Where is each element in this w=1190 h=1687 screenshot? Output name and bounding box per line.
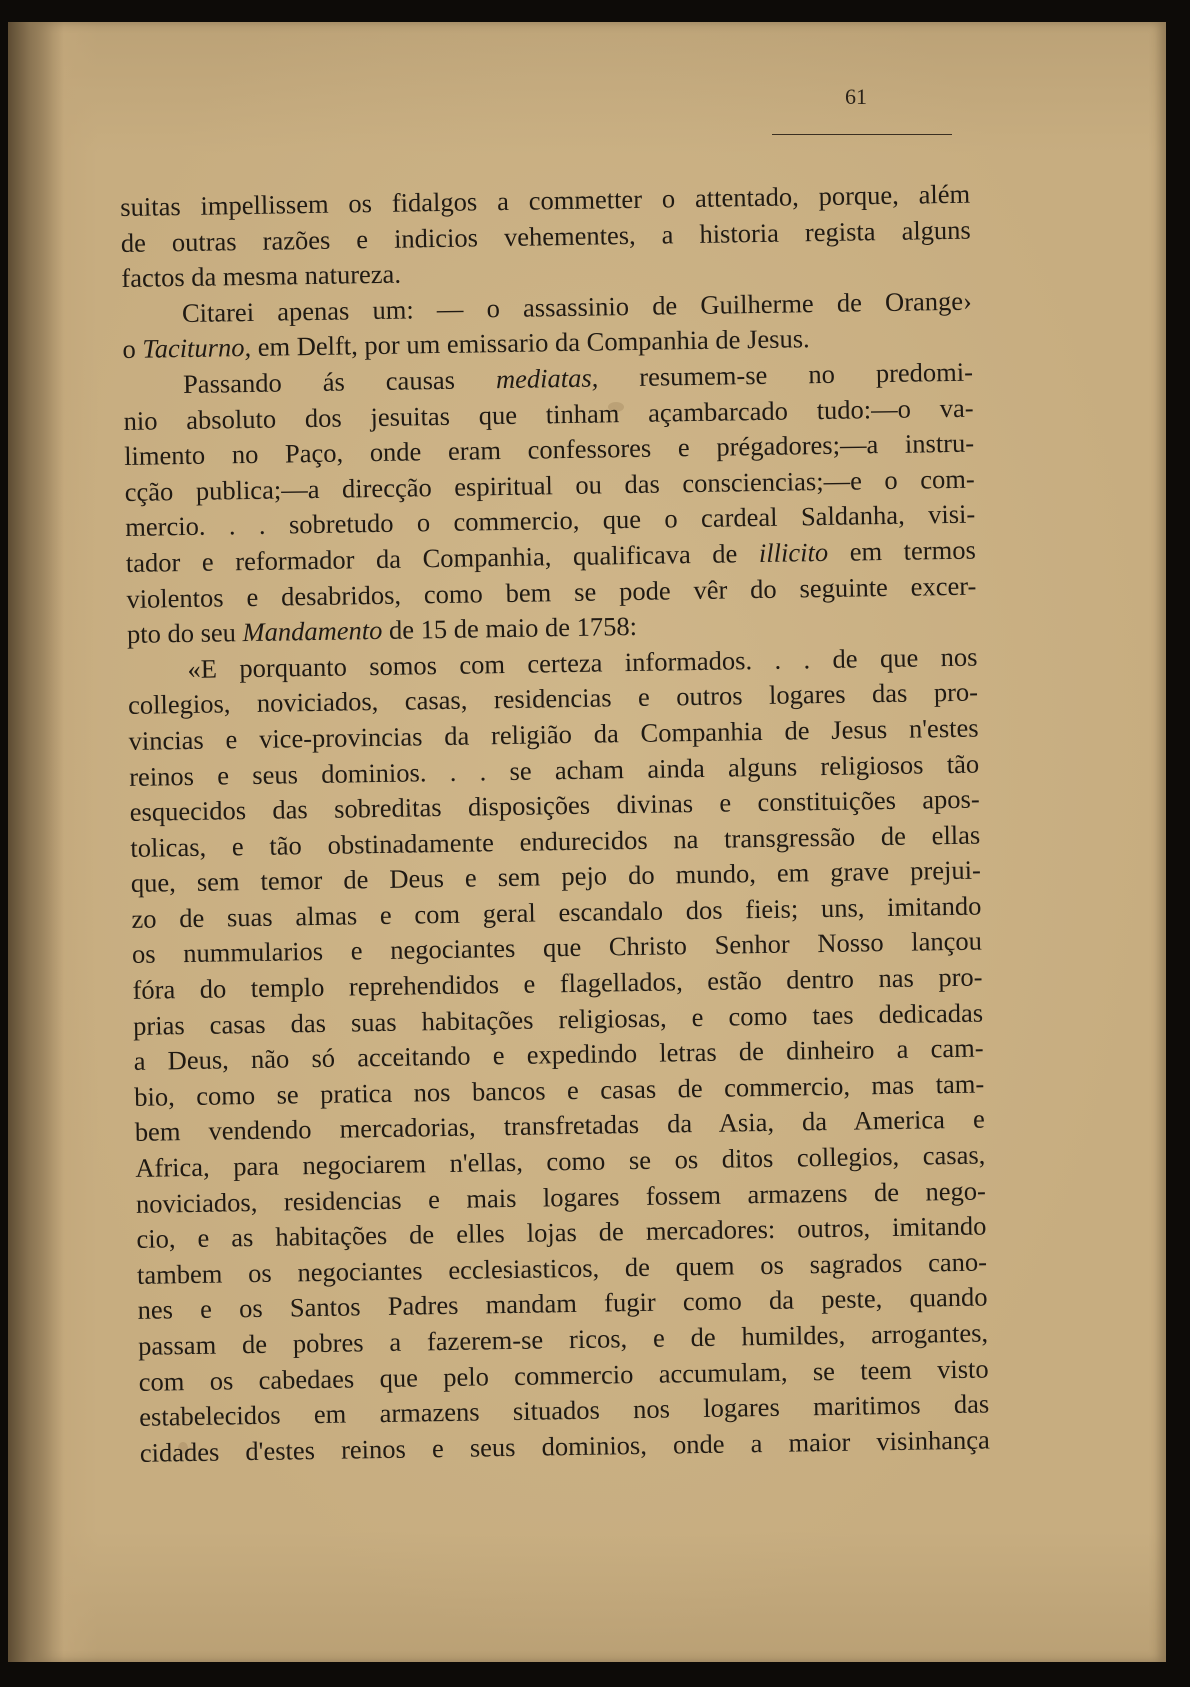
text-line: que, sem temor de Deus e sem pejo do mundo, em grave prejui- [130,854,982,899]
text-line: fóra do templo reprehendidos e flagellados, estão dentro nas pro- [132,961,983,1005]
italic-word: mediatas, [495,362,599,395]
text-line: zo de suas almas e com geral escandalo dos fieis; uns, imitando [131,890,982,934]
text-line: limento no Paço, onde eram confessores e prégadores;—a instru- [123,427,975,472]
body-text [120,177,990,1472]
text-line: tolicas, e tão obstinadamente endurecidos na transgressão de ellas [130,819,981,863]
text-line: tador e reformador da Companhia, qualificava de illicito em termos [125,534,977,578]
text-line: cção publica;—a direcção espiritual ou das consciencias;—e o com- [124,463,975,507]
page-gutter-shadow [8,22,64,1662]
text-line: estabelecidos em armazens situados nos logares maritimos das [139,1388,990,1433]
text-line: «E porquanto somos com certeza informados. . . de que nos [187,641,978,684]
text-line: a Deus, não só acceitando e expedindo letras de dinheiro a cam- [133,1032,984,1077]
text-line: tambem os negociantes ecclesiasticos, de quem os sagrados cano- [136,1246,988,1290]
text-line: factos da mesma natureza. [121,258,402,294]
italic-word: illicito [758,536,829,568]
text-line: bem vendendo mercadorias, transfretadas da Asia, da America e [134,1103,985,1148]
text-line: o Taciturno, em Delft, por um emissario da Companhia de Jesus. [122,323,810,365]
text-line: esquecidos das sobreditas disposições divinas e constituições apos- [129,783,980,828]
text-line: Africa, para negociarem n'ellas, como se os ditos collegios, casas, [135,1139,986,1183]
text-line: nio absoluto dos jesuitas que tinham açambarcado tudo:—o va- [123,392,974,436]
text-line: nes e os Santos Padres mandam fugir como da peste, quando [137,1281,988,1326]
italic-word: Taciturno, [142,332,252,365]
page-number: 61 [845,84,867,109]
text-line: pto do seu Mandamento de 15 de maio de 1758: [126,611,638,650]
text-line: cio, e as habitações de elles lojas de mercadores: outros, imitando [136,1210,987,1255]
text-line: de outras razões e indicios vehementes, a historia regista alguns [120,214,971,258]
text-line: cidades d'estes reinos e seus dominios, onde a maior visinhança [139,1424,990,1468]
text-line: collegios, noviciados, casas, residencias e outros logares das pro- [127,676,979,721]
text-line: os nummularios e negociantes que Christo Senhor Nosso lançou [131,926,983,970]
text-line: mercio. . . sobretudo o commercio, que o cardeal Saldanha, visi- [125,498,976,543]
text-line: noviciados, residencias e mais logares fossem armazens de nego- [135,1175,987,1219]
text-line: vincias e vice-provincias da religião da Companhia de Jesus n'estes [128,712,979,756]
text-line: passam de pobres a fazerem-se ricos, e de humildes, arrogantes, [137,1317,989,1361]
text-line: reinos e seus dominios. . . se acham ainda alguns religiosos tão [128,748,980,792]
text-line: Citarei apenas um: — o assassinio de Guilherme de Orange› [181,285,973,328]
text-line: com os cabedaes que pelo commercio accumulam, se teem visto [138,1353,989,1397]
text-line: prias casas das suas habitações religiosas, e como taes dedicadas [132,997,984,1041]
italic-word: Mandamento [242,615,383,648]
header-rule [772,134,952,135]
text-line: bio, como se pratica nos bancos e casas de commercio, mas tam- [134,1068,985,1112]
text-line: Passando ás causas mediatas, resumem-se no predomi- [182,356,974,400]
text-line: suitas impellissem os fidalgos a commetter o attentado, porque, além [120,178,971,222]
text-line: violentos e desabridos, como bem se pode vêr do seguinte excer- [126,570,977,614]
